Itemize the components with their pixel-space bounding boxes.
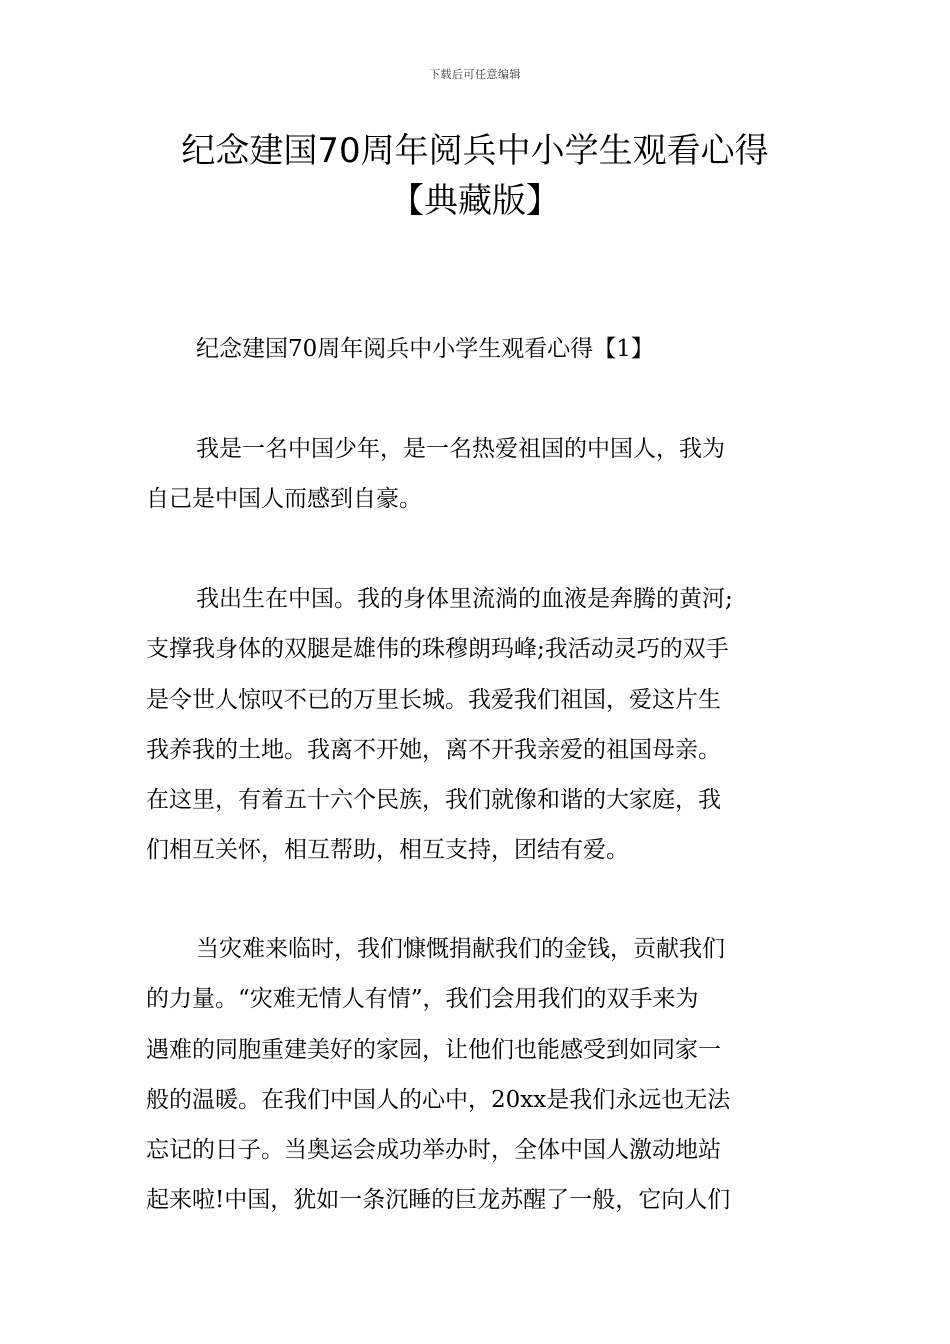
- document-title: [100, 126, 850, 226]
- paragraph-line: 支撑我身体的双腿是雄伟的珠穆朗玛峰;我活动灵巧的双手: [146, 636, 729, 663]
- paragraph-line: 是令世人惊叹不已的万里长城。我爱我们祖国，爱这片生: [146, 686, 721, 713]
- section-heading: 纪念建国70周年阅兵中小学生观看心得【1】: [196, 336, 654, 362]
- paragraph-1: [146, 424, 810, 525]
- paragraph-line: 当灾难来临时，我们慷慨捐献我们的金钱，贡献我们: [196, 936, 725, 962]
- paragraph-line: 我养我的土地。我离不开她，离不开我亲爱的祖国母亲。: [146, 736, 721, 763]
- paragraph-line: 自己是中国人而感到自豪。: [146, 486, 422, 513]
- paragraph-3: [146, 924, 810, 1226]
- header-note: 下载后可任意编辑: [429, 68, 521, 81]
- paragraph-2: [146, 574, 810, 876]
- paragraph-line: 在这里，有着五十六个民族，我们就像和谐的大家庭，我: [146, 787, 721, 814]
- paragraph-line: 我是一名中国少年，是一名热爱祖国的中国人，我为: [196, 436, 725, 462]
- title-line-2: 【典藏版】: [390, 181, 560, 221]
- paragraph-line: 我出生在中国。我的身体里流淌的血液是奔腾的黄河;: [196, 586, 733, 612]
- paragraph-line: 遇难的同胞重建美好的家园，让他们也能感受到如同家一: [146, 1036, 721, 1063]
- paragraph-line: 的力量。“灾难无情人有情”，我们会用我们的双手来为: [146, 986, 699, 1013]
- paragraph-line: 忘记的日子。当奥运会成功举办时，全体中国人激动地站: [146, 1137, 721, 1164]
- paragraph-line: 们相互关怀，相互帮助，相互支持，团结有爱。: [146, 837, 629, 864]
- paragraph-line: 般的温暖。在我们中国人的心中，20xx是我们永远也无法: [146, 1086, 731, 1113]
- paragraph-line: 起来啦!中国，犹如一条沉睡的巨龙苏醒了一般，它向人们: [146, 1187, 731, 1214]
- title-line-1: 纪念建国70周年阅兵中小学生观看心得: [181, 131, 769, 171]
